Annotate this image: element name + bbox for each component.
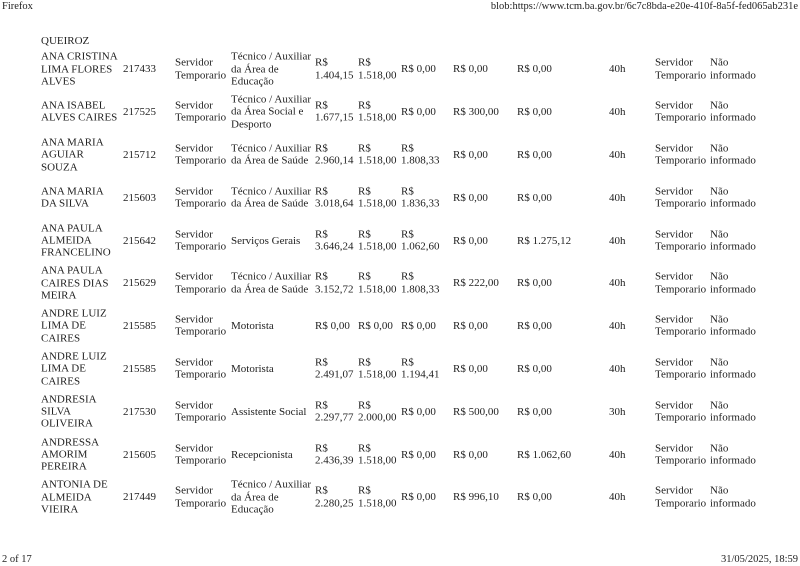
bonus-value: R$ 0,00 xyxy=(453,234,488,247)
document-url: blob:https://www.tcm.ba.gov.br/6c7c8bda-e20e-410f-8a5f-fed065ab231e xyxy=(490,1,798,12)
other-value: R$ 0,00 xyxy=(517,106,552,119)
job-title: Técnico / Auxiliar da Área de Saúde xyxy=(231,185,312,210)
job-title: Técnico / Auxiliar da Área de Saúde xyxy=(231,142,312,167)
table-row xyxy=(0,48,800,91)
additional-value: R$ 1.062,60 xyxy=(401,228,440,253)
employment-type: Servidor Temporario xyxy=(175,142,227,167)
situation: Servidor Temporario xyxy=(655,142,707,167)
workload: 40h xyxy=(609,277,626,290)
table-row xyxy=(0,91,800,134)
employment-type: Servidor Temporario xyxy=(175,399,227,424)
table-row xyxy=(0,134,800,177)
registration-number: 215642 xyxy=(123,234,156,247)
observation: Não informado xyxy=(710,185,756,210)
employment-type: Servidor Temporario xyxy=(175,99,227,125)
gross-salary: R$ 0,00 xyxy=(315,320,350,333)
registration-number: 215585 xyxy=(123,320,156,333)
base-salary: R$ 0,00 xyxy=(358,320,393,333)
job-title: Motorista xyxy=(231,362,274,375)
workload: 40h xyxy=(609,320,626,333)
employment-type: Servidor Temporario xyxy=(175,271,227,296)
employment-type: Servidor Temporario xyxy=(175,57,227,82)
additional-value: R$ 0,00 xyxy=(401,491,436,504)
situation: Servidor Temporario xyxy=(655,356,707,381)
gross-salary: R$ 3.152,72 xyxy=(315,271,354,296)
workload: 40h xyxy=(609,63,626,76)
bonus-value: R$ 0,00 xyxy=(453,148,488,161)
table-row xyxy=(0,476,800,519)
additional-value: R$ 0,00 xyxy=(401,320,436,333)
print-datetime: 31/05/2025, 18:59 xyxy=(720,554,798,565)
employment-type: Servidor Temporario xyxy=(175,313,227,339)
workload: 40h xyxy=(609,106,626,119)
gross-salary: R$ 1.677,15 xyxy=(315,99,354,125)
table-row xyxy=(0,305,800,348)
additional-value: R$ 0,00 xyxy=(401,106,436,119)
situation: Servidor Temporario xyxy=(655,99,707,125)
employment-type: Servidor Temporario xyxy=(175,356,227,381)
situation: Servidor Temporario xyxy=(655,228,707,253)
base-salary: R$ 1.518,00 xyxy=(358,442,397,467)
situation: Servidor Temporario xyxy=(655,485,707,510)
other-value: R$ 1.275,12 xyxy=(517,234,572,247)
employment-type: Servidor Temporario xyxy=(175,185,227,210)
additional-value: R$ 1.194,41 xyxy=(401,356,440,381)
observation: Não informado xyxy=(710,57,756,82)
table-row xyxy=(0,348,800,391)
gross-salary: R$ 3.018,64 xyxy=(315,185,354,210)
job-title: Assistente Social xyxy=(231,405,307,418)
gross-salary: R$ 2.436,39 xyxy=(315,442,354,467)
registration-number: 215605 xyxy=(123,448,156,461)
base-salary: R$ 2.000,00 xyxy=(358,399,397,424)
job-title: Técnico / Auxiliar da Área de Educação xyxy=(231,478,312,516)
employee-name: ANA MARIA DA SILVA xyxy=(41,185,104,210)
other-value: R$ 0,00 xyxy=(517,405,552,418)
workload: 40h xyxy=(609,362,626,375)
observation: Não informado xyxy=(710,99,756,125)
base-salary: R$ 1.518,00 xyxy=(358,271,397,296)
table-row xyxy=(0,219,800,262)
other-value: R$ 0,00 xyxy=(517,320,552,333)
other-value: R$ 0,00 xyxy=(517,277,552,290)
table-row xyxy=(0,390,800,433)
employee-name: ANA PAULA ALMEIDA FRANCELINO xyxy=(41,222,111,259)
employment-type: Servidor Temporario xyxy=(175,442,227,467)
other-value: R$ 1.062,60 xyxy=(517,448,572,461)
bonus-value: R$ 0,00 xyxy=(453,448,488,461)
previous-row-tail: QUEIROZ xyxy=(41,35,90,47)
table-row xyxy=(0,176,800,219)
employee-name: ANA CRISTINA LIMA FLORES ALVES xyxy=(41,50,118,88)
workload: 40h xyxy=(609,191,626,204)
workload: 40h xyxy=(609,448,626,461)
page-indicator: 2 of 17 xyxy=(2,554,32,565)
base-salary: R$ 1.518,00 xyxy=(358,57,397,82)
base-salary: R$ 1.518,00 xyxy=(358,185,397,210)
bonus-value: R$ 300,00 xyxy=(453,106,499,119)
situation: Servidor Temporario xyxy=(655,185,707,210)
bonus-value: R$ 0,00 xyxy=(453,362,488,375)
registration-number: 215585 xyxy=(123,362,156,375)
situation: Servidor Temporario xyxy=(655,442,707,467)
job-title: Técnico / Auxiliar da Área de Educação xyxy=(231,50,312,88)
observation: Não informado xyxy=(710,399,756,424)
other-value: R$ 0,00 xyxy=(517,362,552,375)
employee-name: ANA MARIA AGUIAR SOUZA xyxy=(41,136,104,174)
additional-value: R$ 1.836,33 xyxy=(401,185,440,210)
observation: Não informado xyxy=(710,228,756,253)
employment-type: Servidor Temporario xyxy=(175,228,227,253)
other-value: R$ 0,00 xyxy=(517,63,552,76)
observation: Não informado xyxy=(710,356,756,381)
registration-number: 215712 xyxy=(123,148,156,161)
job-title: Recepcionista xyxy=(231,448,293,461)
employee-name: ANDRE LUIZ LIMA DE CAIRES xyxy=(41,350,107,388)
gross-salary: R$ 2.491,07 xyxy=(315,356,354,381)
registration-number: 215603 xyxy=(123,191,156,204)
bonus-value: R$ 0,00 xyxy=(453,191,488,204)
employee-name: ANTONIA DE ALMEIDA VIEIRA xyxy=(41,478,108,516)
additional-value: R$ 1.808,33 xyxy=(401,142,440,167)
bonus-value: R$ 0,00 xyxy=(453,320,488,333)
gross-salary: R$ 2.960,14 xyxy=(315,142,354,167)
observation: Não informado xyxy=(710,442,756,467)
situation: Servidor Temporario xyxy=(655,399,707,424)
table-row xyxy=(0,262,800,305)
base-salary: R$ 1.518,00 xyxy=(358,485,397,510)
registration-number: 217433 xyxy=(123,63,156,76)
bonus-value: R$ 996,10 xyxy=(453,491,499,504)
employee-name: ANA PAULA CAIRES DIAS MEIRA xyxy=(41,264,109,302)
employee-name: ANDRESIA SILVA OLIVEIRA xyxy=(41,393,97,430)
other-value: R$ 0,00 xyxy=(517,191,552,204)
employee-name: ANDRESSA AMORIM PEREIRA xyxy=(41,436,99,473)
registration-number: 217449 xyxy=(123,491,156,504)
job-title: Técnico / Auxiliar da Área de Saúde xyxy=(231,271,312,296)
gross-salary: R$ 2.297,77 xyxy=(315,399,354,424)
job-title: Motorista xyxy=(231,320,274,333)
registration-number: 215629 xyxy=(123,277,156,290)
other-value: R$ 0,00 xyxy=(517,148,552,161)
additional-value: R$ 0,00 xyxy=(401,448,436,461)
table-row xyxy=(0,433,800,476)
bonus-value: R$ 500,00 xyxy=(453,405,499,418)
gross-salary: R$ 1.404,15 xyxy=(315,57,354,82)
employee-name: ANA ISABEL ALVES CAIRES xyxy=(41,99,118,125)
base-salary: R$ 1.518,00 xyxy=(358,356,397,381)
bonus-value: R$ 0,00 xyxy=(453,63,488,76)
situation: Servidor Temporario xyxy=(655,271,707,296)
additional-value: R$ 1.808,33 xyxy=(401,271,440,296)
workload: 30h xyxy=(609,405,626,418)
additional-value: R$ 0,00 xyxy=(401,405,436,418)
employee-name: ANDRE LUIZ LIMA DE CAIRES xyxy=(41,307,107,345)
situation: Servidor Temporario xyxy=(655,313,707,339)
gross-salary: R$ 3.646,24 xyxy=(315,228,354,253)
other-value: R$ 0,00 xyxy=(517,491,552,504)
job-title: Técnico / Auxiliar da Área Social e Desporto xyxy=(231,93,312,131)
workload: 40h xyxy=(609,491,626,504)
base-salary: R$ 1.518,00 xyxy=(358,142,397,167)
workload: 40h xyxy=(609,234,626,247)
browser-name: Firefox xyxy=(2,1,33,12)
bonus-value: R$ 222,00 xyxy=(453,277,499,290)
employment-type: Servidor Temporario xyxy=(175,485,227,510)
base-salary: R$ 1.518,00 xyxy=(358,99,397,125)
observation: Não informado xyxy=(710,313,756,339)
observation: Não informado xyxy=(710,271,756,296)
gross-salary: R$ 2.280,25 xyxy=(315,485,354,510)
additional-value: R$ 0,00 xyxy=(401,63,436,76)
workload: 40h xyxy=(609,148,626,161)
job-title: Serviços Gerais xyxy=(231,234,301,247)
situation: Servidor Temporario xyxy=(655,57,707,82)
registration-number: 217530 xyxy=(123,405,156,418)
observation: Não informado xyxy=(710,485,756,510)
base-salary: R$ 1.518,00 xyxy=(358,228,397,253)
registration-number: 217525 xyxy=(123,106,156,119)
observation: Não informado xyxy=(710,142,756,167)
